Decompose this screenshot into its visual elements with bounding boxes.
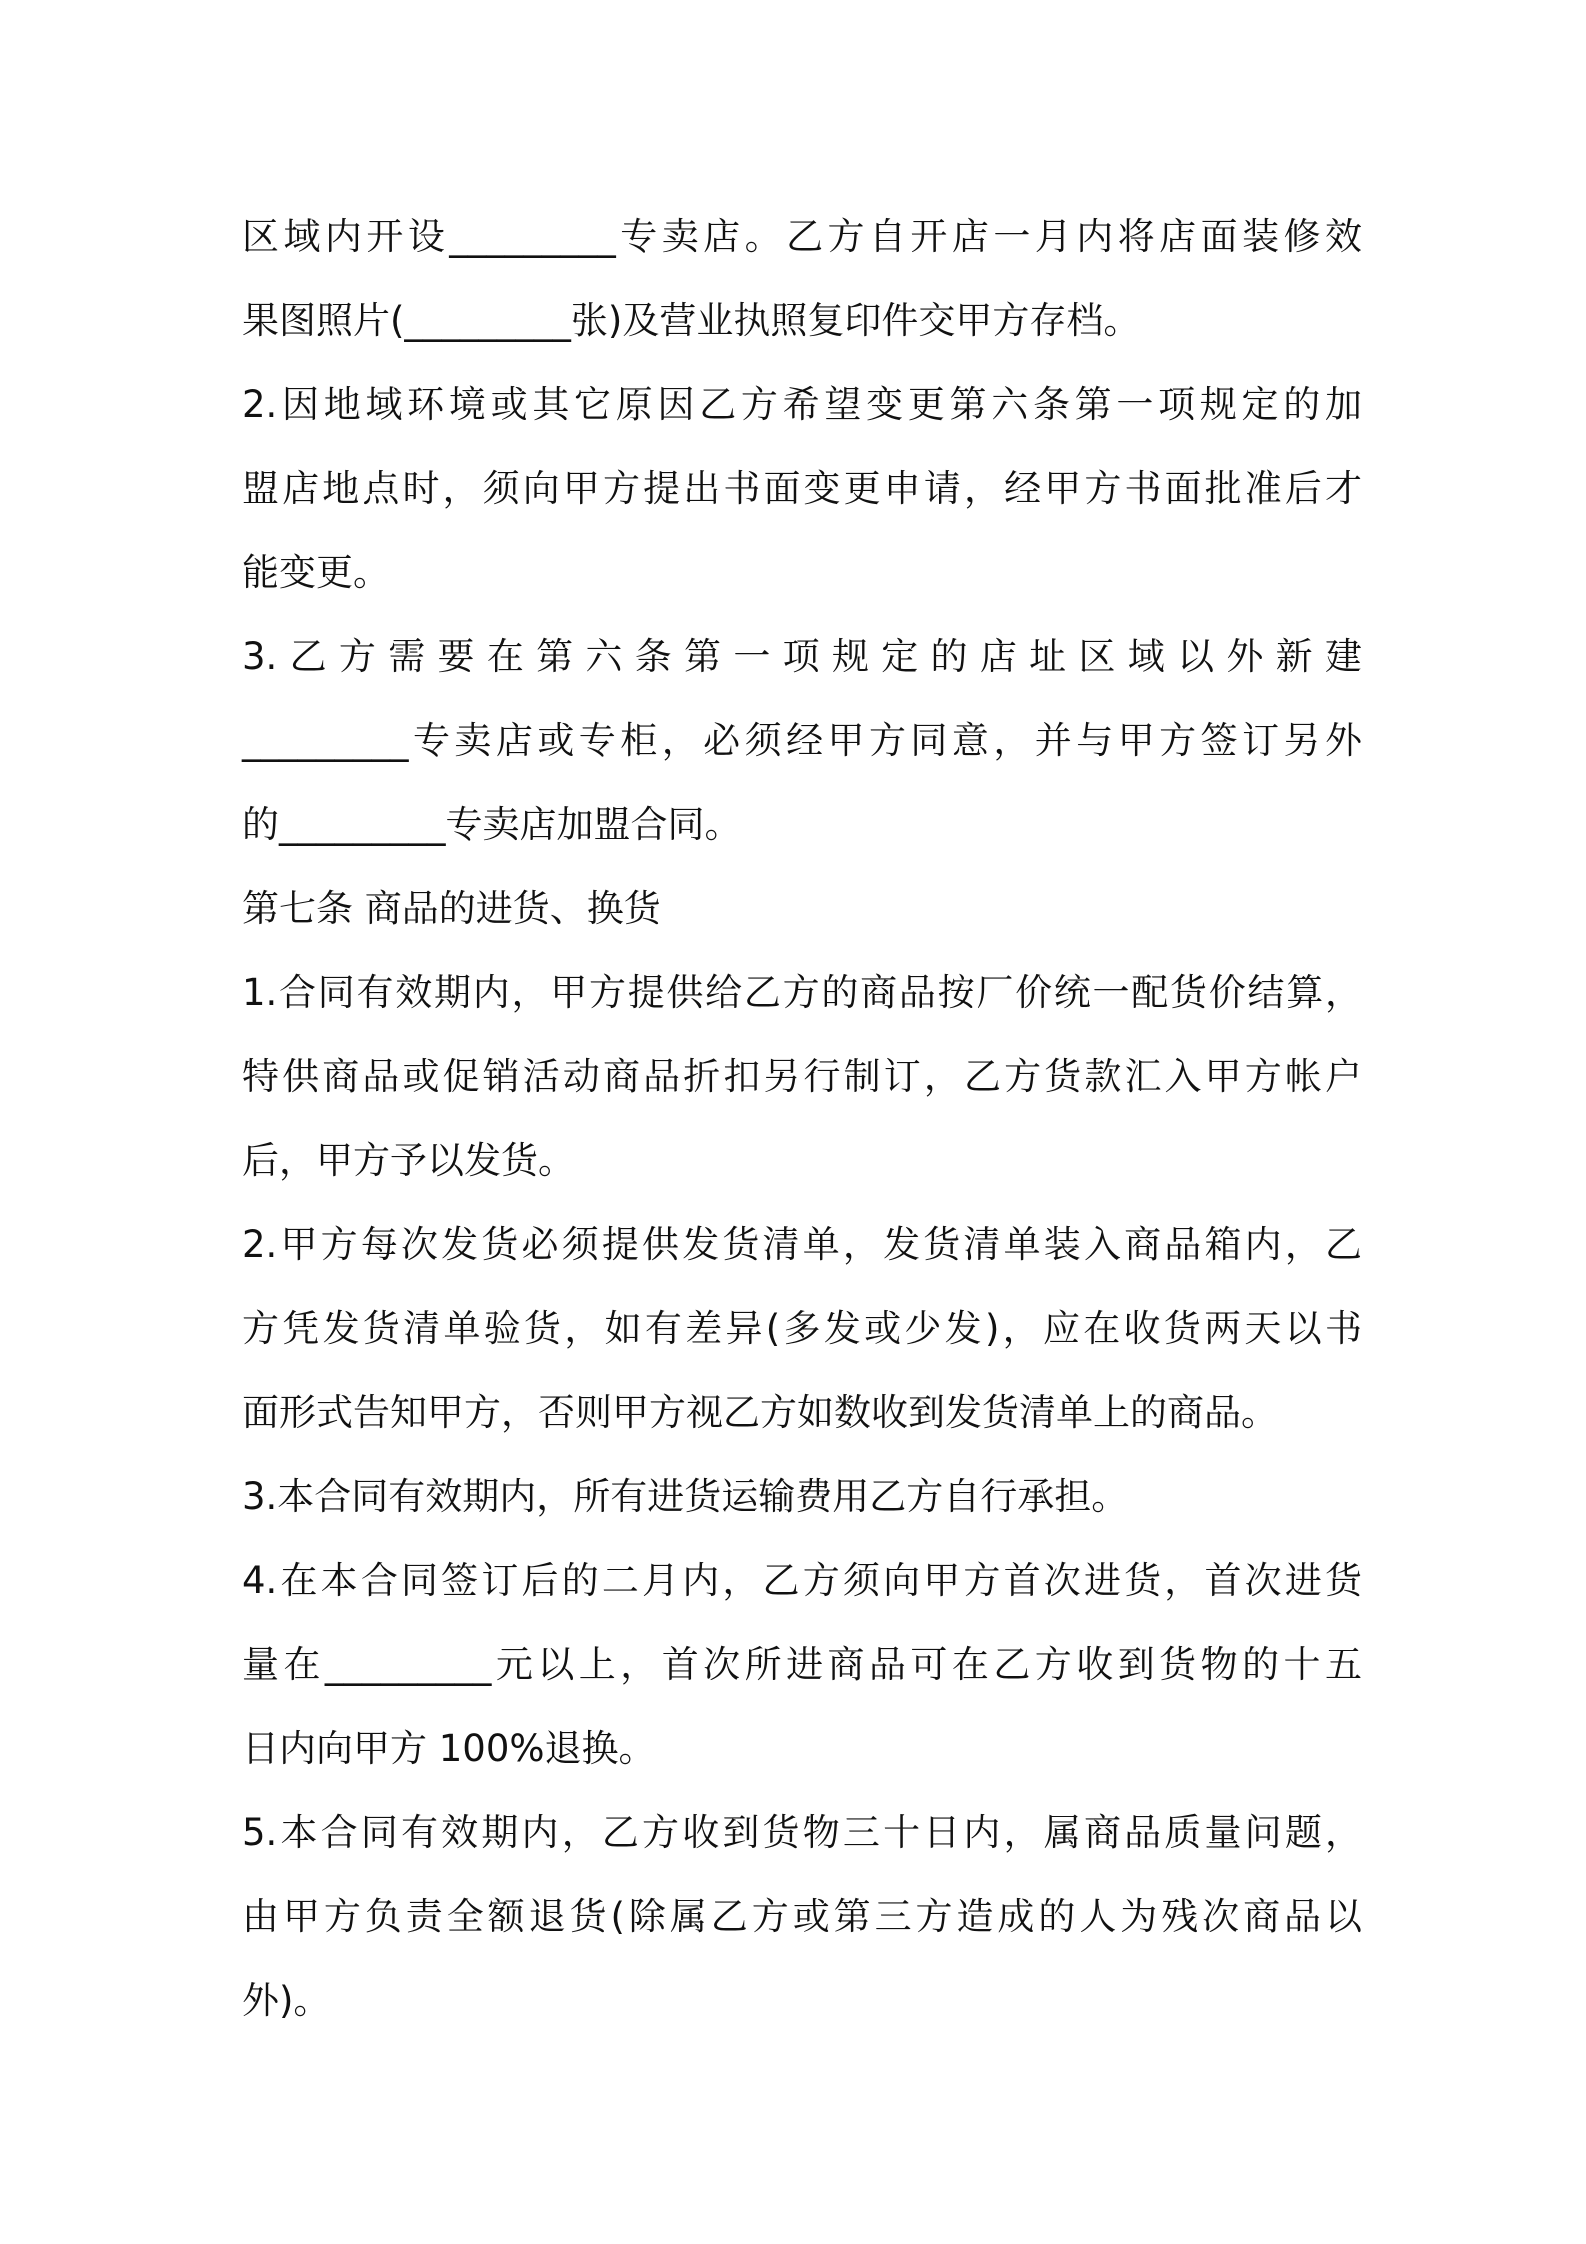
text-line: 面形式告知甲方，否则甲方视乙方如数收到发货清单上的商品。: [242, 1391, 1278, 1434]
text-line: _________专卖店或专柜，必须经甲方同意，并与甲方签订另外: [242, 719, 1362, 762]
text-line: 方凭发货清单验货，如有差异(多发或少发)，应在收货两天以书: [242, 1307, 1362, 1350]
text-line: 3.乙方需要在第六条第一项规定的店址区域以外新建: [242, 635, 1362, 678]
text-line: 区域内开设_________专卖店。乙方自开店一月内将店面装修效: [242, 215, 1362, 258]
document-body: [242, 195, 1362, 2043]
text-line: 的_________专卖店加盟合同。: [242, 803, 742, 846]
text-line: 盟店地点时，须向甲方提出书面变更申请，经甲方书面批准后才: [242, 467, 1362, 510]
text-line: 由甲方负责全额退货(除属乙方或第三方造成的人为残次商品以: [242, 1895, 1362, 1938]
text-line: 2.因地域环境或其它原因乙方希望变更第六条第一项规定的加: [242, 383, 1362, 426]
text-line: 果图照片(_________张)及营业执照复印件交甲方存档。: [242, 299, 1141, 342]
text-line: 4.在本合同签订后的二月内，乙方须向甲方首次进货，首次进货: [242, 1559, 1362, 1602]
section-heading: 第七条 商品的进货、换货: [242, 887, 661, 930]
text-line: 能变更。: [242, 551, 390, 594]
text-line: 外)。: [242, 1979, 331, 2022]
text-line: 3.本合同有效期内，所有进货运输费用乙方自行承担。: [242, 1475, 1129, 1518]
text-line: 日内向甲方 100%退换。: [242, 1727, 656, 1770]
text-line: 2.甲方每次发货必须提供发货清单，发货清单装入商品箱内，乙: [242, 1223, 1362, 1266]
text-line: 后，甲方予以发货。: [242, 1139, 575, 1182]
text-line: 5.本合同有效期内，乙方收到货物三十日内，属商品质量问题，: [242, 1811, 1362, 1854]
text-line: 量在_________元以上，首次所进商品可在乙方收到货物的十五: [242, 1643, 1362, 1686]
text-line: 特供商品或促销活动商品折扣另行制订，乙方货款汇入甲方帐户: [242, 1055, 1362, 1098]
text-line: 1.合同有效期内，甲方提供给乙方的商品按厂价统一配货价结算，: [242, 971, 1362, 1014]
